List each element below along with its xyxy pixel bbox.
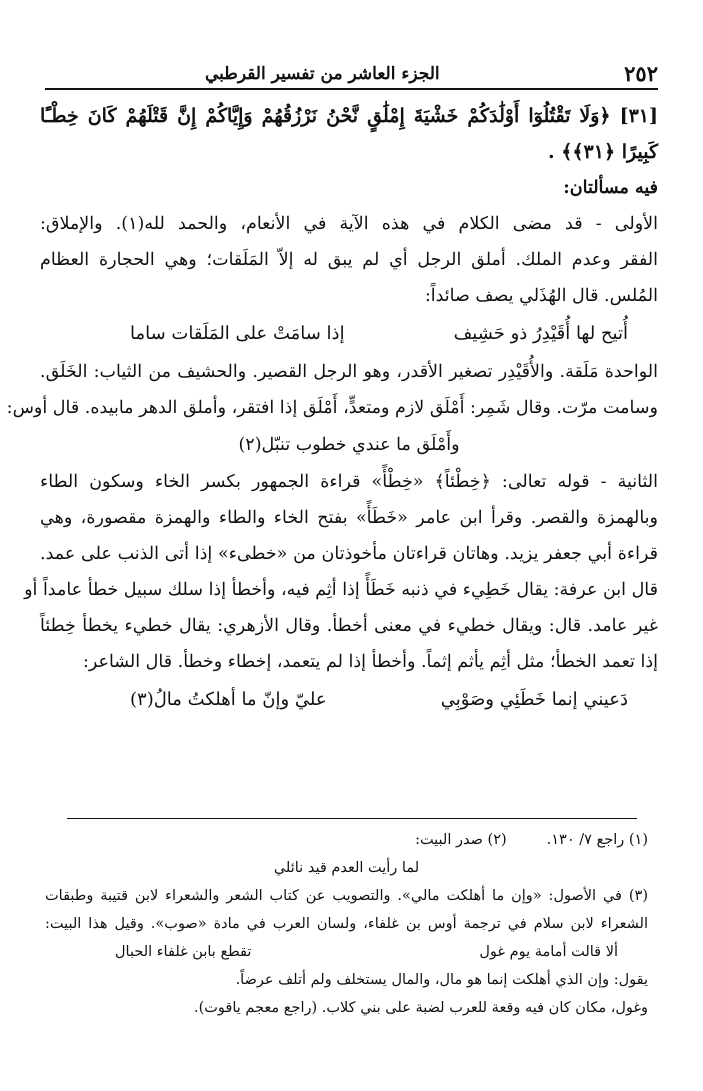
text-line: وسامت مرّت. وقال شَمِر: أَمْلَق لازم ومتعدٍّ، أَمْلَق إذا افتقر، وأملق الدهر مابيده. قال أوس: [6, 398, 658, 418]
footnote-3-line: (٣) في الأصول: «وإن ما أهلكت مالي». والتصويب عن كتاب الشعر والشعراء لابن قتيبة وطبقات [45, 888, 648, 904]
hemistich-1: ألا قالت أمامة يوم غول [479, 944, 618, 960]
page-number: ٢٥٢ [624, 61, 658, 86]
poem-verse-poet [40, 680, 658, 720]
first-issue-paragraph [40, 206, 658, 314]
hemistich-1: دَعيني إنما خَطَئِي وصَوْبِي [440, 689, 628, 710]
text-line: الأولى - قد مضى الكلام في هذه الآية في الأنعام، والحمد لله(١). والإملاق: [40, 214, 658, 234]
footnote-3-line: يقول: وإن الذي أهلكت إنما هو مال، والمال يستخلف ولم أتلف عرضاً. [235, 972, 648, 988]
first-issue-continuation [6, 354, 658, 426]
second-issue-paragraph [24, 464, 658, 680]
hemistich-2: إذا سامَتْ على المَلَقات ساما [130, 323, 345, 344]
page-header [45, 58, 658, 90]
running-title: الجزء العاشر من تفسير القرطبي [205, 64, 440, 84]
footnote-3-line: وغول، مكان كان فيه وقعة للعرب لضبة على بني كلاب. (راجع معجم ياقوت). [194, 1000, 648, 1016]
text-line: الواحدة مَلَقة. والأُقَيْدِر تصغير الأقدر، وهو الرجل القصير. والحشيف من الثياب: الخَلَق. [40, 362, 658, 382]
hemistich-1: أُتيح لها أُقَيْدِرُ ذو حَشِيف [453, 323, 628, 344]
hemistich-2: تقطع بابن غلفاء الحبال [115, 944, 252, 960]
footnote-1: (١) راجع ٧/ ١٣٠. [546, 832, 648, 848]
text-line: المُلس. قال الهُذَلي يصف صائداً: [424, 286, 658, 306]
footnote-2-verse: لما رأيت العدم قيد نائلي [273, 860, 420, 876]
text-line: إذا تعمد الخطأ؛ مثل أثِم يأثم إثماً. وأخطأ إذا لم يتعمد، إخطاء وخطأ. قال الشاعر: [82, 652, 658, 672]
main-text [6, 98, 658, 720]
footnote-2: (٢) صدر البيت: [415, 832, 507, 848]
text-line: قراءة أبي جعفر يزيد. وهاتان قراءتان مأخوذتان من «خطىء» إذا أتى الذنب على عمد. [40, 544, 658, 564]
quran-verse-line-2: كَبِيرًا ﴿٣١﴾﴾ . [548, 141, 658, 163]
text-line: الثانية - قوله تعالى: ﴿خِطْئاً﴾ «خِطْأً» قراءة الجمهور بكسر الخاء وسكون الطاء [40, 472, 658, 492]
footnote-separator [67, 818, 637, 819]
poem-verse-aws: وأَمْلَق ما عندي خطوب تنبّل(٢) [238, 435, 460, 455]
intro-line: فيه مسألتان: [563, 178, 658, 198]
poem-verse-hudhali [40, 314, 658, 354]
footnote-3-line: الشعراء لابن سلام في ترجمة أوس بن غلفاء، ولسان العرب في مادة «صوب». وقيل هذا البيت: [45, 916, 648, 932]
quran-verse-line-1: [٣١] ﴿وَلَا تَقْتُلُوٓا أَوْلَٰدَكُمْ خَشْيَةَ إِمْلَٰقٍ نَّحْنُ نَرْزُقُهُمْ وَإِيَّاكُمْ إِنَّ قَتْلَهُمْ كَانَ خِطْـًٔا [40, 105, 658, 127]
footnote-3-verse [45, 938, 648, 966]
text-line: الفقر وعدم الملك. أملق الرجل أي لم يبق له إلاّ المَلَقات؛ وهي الحجارة العظام [40, 250, 658, 270]
hemistich-2: عليّ وإنّ ما أهلكتُ مالُ(٣) [130, 689, 327, 710]
text-line: غير عامد. قال: ويقال خطيء في معنى أخطأ. وقال الأزهري: يقال خطيء يخطأ خِطئاً [40, 616, 658, 636]
footnotes [45, 826, 648, 1022]
text-line: وبالهمزة والقصر. وقرأ ابن عامر «خَطَأً» بفتح الخاء والطاء والهمزة مقصورة، وهي [40, 508, 658, 528]
footnote-1-2-line [45, 826, 648, 854]
text-line: قال ابن عرفة: يقال خَطِيء في ذنبه خَطَأً إذا أثِم فيه، وأخطأ إذا سلك سبيل خطأ عامداً أو [24, 580, 658, 600]
